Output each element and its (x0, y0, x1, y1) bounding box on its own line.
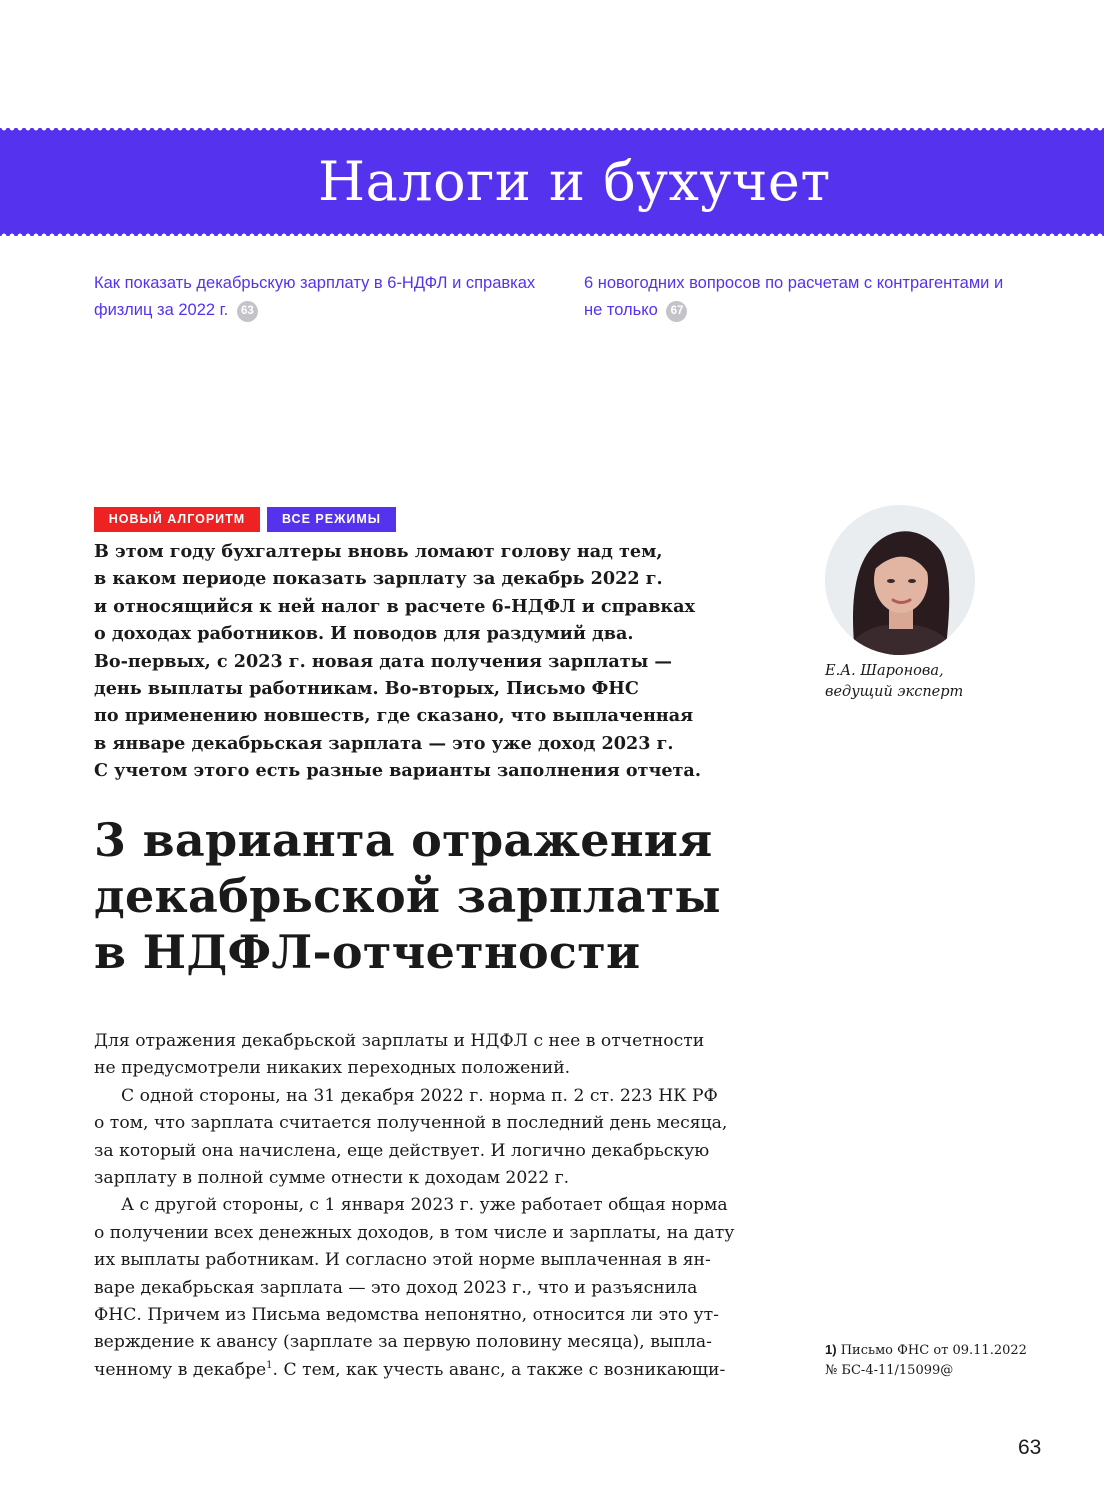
teaser-link-2[interactable] (584, 270, 1004, 324)
teaser-link-1[interactable] (94, 270, 564, 324)
body-line: Для отражения декабрьской зарплаты и НДФЛ с нее в отчетности (94, 1031, 705, 1051)
body-line: зарплату в полной сумме отнести к доходам 2022 г. (94, 1168, 570, 1189)
banner-top-edge (0, 125, 1104, 131)
lead-line: в каком периоде показать зарплату за декабрь 2022 г. (94, 568, 663, 590)
body-line (94, 1357, 774, 1384)
author-name: Е.А. Шаронова, (825, 663, 944, 679)
page-number: 63 (1018, 1436, 1042, 1459)
body-line: за который она начислена, еще действует. И логично декабрьскую (94, 1140, 710, 1161)
lead-paragraph (94, 538, 794, 785)
lead-line: В этом году бухгалтеры вновь ломают голову над тем, (94, 541, 663, 562)
lead-line: день выплаты работникам. Во-вторых, Письмо ФНС (94, 678, 639, 700)
lead-line: в январе декабрьская зарплата — это уже доход 2023 г. (94, 732, 674, 754)
headline-line: в НДФЛ-отчетности (94, 925, 641, 979)
lead-line: и относящийся к ней налог в расчете 6-НДФЛ и справках (94, 595, 696, 617)
body-line: варе декабрьская зарплата — это доход 2023 г., что и разъяснила (94, 1277, 698, 1298)
page-reference-badge: 63 (237, 301, 258, 322)
teaser-text: 6 новогодних вопросов по расчетам с контрагентами и не только (584, 274, 1004, 319)
body-line-part: . С тем, как учесть аванс, а также с возникающи- (272, 1359, 726, 1380)
body-line: С одной стороны, на 31 декабря 2022 г. норма п. 2 ст. 223 НК РФ (121, 1085, 718, 1106)
footnote-line: № БС-4-11/15099@ (825, 1363, 954, 1378)
teaser-text: Как показать декабрьскую зарплату в 6-НДФЛ и справках физлиц за 2022 г. (94, 274, 536, 319)
body-line: ФНС. Причем из Письма ведомства непонятно, относится ли это ут- (94, 1305, 719, 1326)
section-banner (0, 128, 1104, 236)
footnote-number: 1) (825, 1342, 837, 1357)
article-body (94, 1028, 774, 1384)
headline-line: декабрьской зарплаты (94, 869, 721, 923)
lead-line: о доходах работников. И поводов для раздумий два. (94, 623, 634, 645)
body-line: верждение к авансу (зарплате за первую половину месяца), выпла- (94, 1332, 712, 1353)
tag-all-regimes: ВСЕ РЕЖИМЫ (267, 507, 396, 532)
author-role: ведущий эксперт (825, 684, 964, 700)
footnote-text: Письмо ФНС от 09.11.2022 (840, 1343, 1027, 1358)
banner-bottom-edge (0, 233, 1104, 239)
body-line: не предусмотрели никаких переходных положений. (94, 1058, 571, 1079)
body-line: их выплаты работникам. И согласно этой норме выплаченная в ян- (94, 1250, 711, 1271)
footnote (825, 1340, 1065, 1381)
lead-line: С учетом этого есть разные варианты заполнения отчета. (94, 760, 701, 782)
article-headline (94, 812, 814, 980)
footnote-line (825, 1340, 1065, 1361)
page-reference-badge: 67 (666, 301, 687, 322)
lead-line: по применению новшеств, где сказано, что выплаченная (94, 705, 694, 727)
body-line: о получении всех денежных доходов, в том числе и зарплаты, на дату (94, 1222, 735, 1243)
author-caption (825, 661, 1025, 703)
footnote-ref[interactable]: 1 (266, 1359, 273, 1371)
lead-line: Во-первых, с 2023 г. новая дата получения зарплаты — (94, 650, 673, 672)
body-line-part: ченному в декабре (94, 1359, 267, 1380)
body-line: о том, что зарплата считается полученной в последний день месяца, (94, 1113, 728, 1134)
section-title: Налоги и бухучет (318, 150, 831, 213)
body-line: А с другой стороны, с 1 января 2023 г. уже работает общая норма (121, 1195, 728, 1216)
headline-line: 3 варианта отражения (94, 813, 713, 867)
author-photo (825, 505, 975, 655)
tag-new-algorithm: НОВЫЙ АЛГОРИТМ (94, 507, 260, 532)
